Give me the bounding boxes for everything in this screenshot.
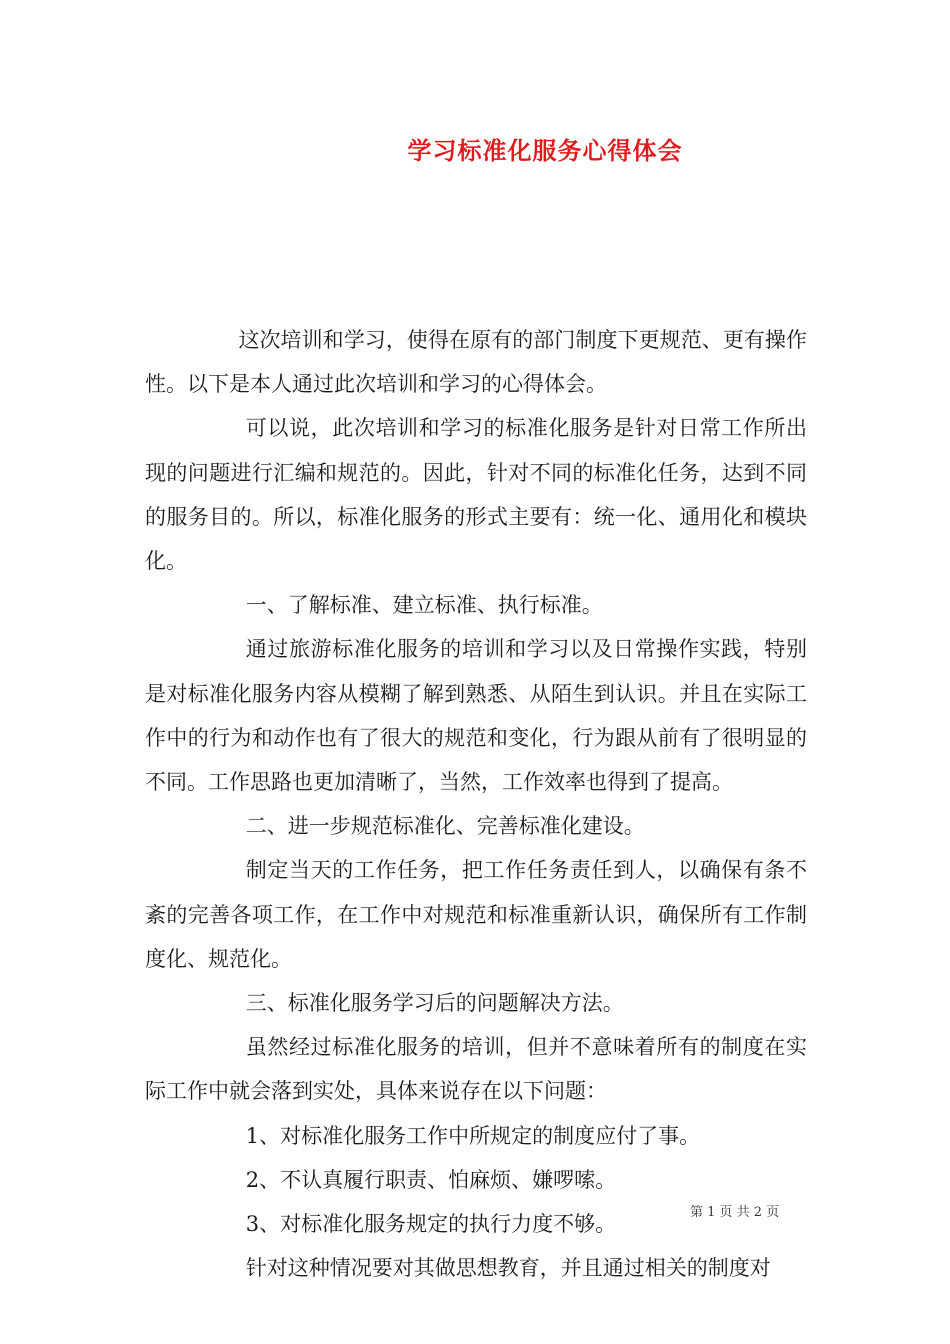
paragraph-section-2: 制定当天的工作任务，把工作任务责任到人，以确保有条不紊的完善各项工作，在工作中对规范和标准重新认识，确保所有工作制度化、规范化。: [145, 858, 807, 971]
paragraph-solution: 针对这种情况要对其做思想教育，并且通过相关的制度对: [245, 1256, 771, 1281]
document-body: [145, 318, 807, 1290]
paragraph-standardization-forms: 可以说，此次培训和学习的标准化服务是针对日常工作所出现的问题进行汇编和规范的。因此，针对不同的标准化任务，达到不同的服务目的。所以，标准化服务的形式主要有：统一化、通用化和模块化。: [145, 416, 807, 574]
list-item-3: 3、对标准化服务规定的执行力度不够。: [245, 1212, 617, 1237]
document-title: 学习标准化服务心得体会: [407, 136, 683, 165]
page-number: 第 1 页 共 2 页: [690, 1205, 780, 1220]
paragraph-intro: 这次培训和学习，使得在原有的部门制度下更规范、更有操作性。以下是本人通过此次培训和学习的心得体会。: [145, 328, 807, 397]
paragraph-section-3: 虽然经过标准化服务的培训，但并不意味着所有的制度在实际工作中就会落到实处，具体来说存在以下问题：: [145, 1035, 807, 1104]
list-item-2: 2、不认真履行职责、怕麻烦、嫌啰嗦。: [245, 1167, 617, 1192]
paragraph-section-1: 通过旅游标准化服务的培训和学习以及日常操作实践，特别是对标准化服务内容从模糊了解到熟悉、从陌生到认识。并且在实际工作中的行为和动作也有了很大的规范和变化，行为跟从前有了很明显的不同。工作思路也更加清晰了，当然，工作效率也得到了提高。: [145, 637, 807, 795]
section-heading-2: 二、进一步规范标准化、完善标准化建设。: [245, 814, 645, 839]
section-heading-1: 一、了解标准、建立标准、执行标准。: [245, 593, 603, 618]
list-item-1: 1、对标准化服务工作中所规定的制度应付了事。: [245, 1123, 701, 1148]
section-heading-3: 三、标准化服务学习后的问题解决方法。: [245, 991, 624, 1016]
